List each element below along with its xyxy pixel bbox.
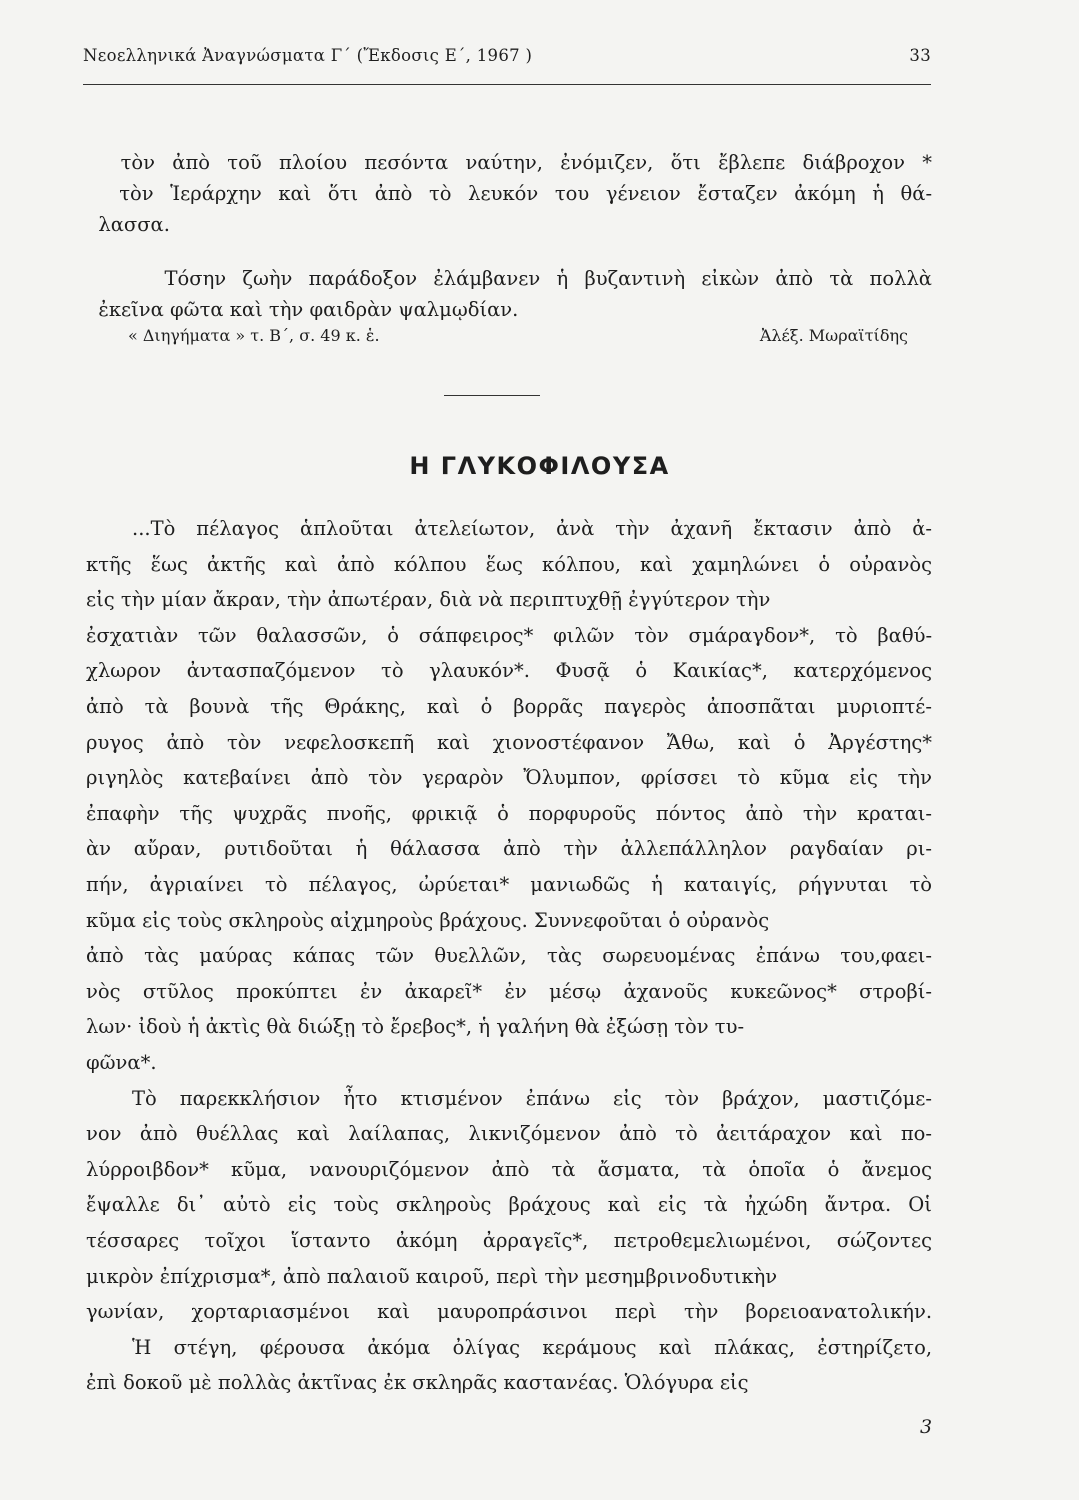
- chapter-title: Η ΓΛΥΚΟΦΙΛΟΥΣΑ: [409, 452, 670, 480]
- running-header: [83, 46, 931, 65]
- body-line: ...Τὸ πέλαγος ἁπλοῦται ἀτελείωτον, ἀνὰ τὴν ἀχανῆ ἔκτασιν ἀπὸ ἀ-: [132, 517, 933, 540]
- body-line: λύρροιβδον* κῦμα, νανουριζόμενον ἀπὸ τὰ ἄσματα, τὰ ὁποῖα ὁ ἄνεμος: [86, 1157, 933, 1181]
- body-line: γωνίαν, χορταριασμένοι καὶ μαυροπράσινοι περὶ τὴν βορειοανατολικήν.: [86, 1300, 933, 1324]
- intro-line: τὸν ἀπὸ τοῦ πλοίου πεσόντα ναύτην, ἐνόμιζεν, ὅτι ἔβλεπε διάβροχον *: [120, 151, 932, 174]
- body-line: ὰν αὔραν, ρυτιδοῦται ἡ θάλασσα ἀπὸ τὴν ἀλλεπάλληλον ραγδαίαν ρι-: [86, 837, 932, 861]
- citation: « Διηγήματα » τ. Β΄, σ. 49 κ. ἑ.: [128, 326, 380, 345]
- body-line: Τὸ παρεκκλήσιον ἦτο κτισμένον ἐπάνω εἰς τὸν βράχον, μαστιζόμε-: [132, 1086, 932, 1110]
- body-line: ρυγος ἀπὸ τὸν νεφελοσκεπῆ καὶ χιονοστέφανον Ἄθω, καὶ ὁ Ἀργέστης*: [86, 730, 933, 754]
- body-line: ἐπαφὴν τῆς ψυχρᾶς πνοῆς, φρικιᾷ ὁ πορφυροῦς πόντος ἀπὸ τὴν κραται-: [86, 801, 932, 825]
- body-line: ριγηλὸς κατεβαίνει ἀπὸ τὸν γεραρὸν Ὄλυμπον, φρίσσει τὸ κῦμα εἰς τὴν: [86, 766, 932, 790]
- header-rule: [83, 84, 931, 85]
- body-line: χλωρον ἀντασπαζόμενον τὸ γλαυκόν*. Φυσᾷ ὁ Καικίας*, κατερχόμενος: [86, 659, 933, 683]
- body-line: λων· ἰδοὺ ἡ ἀκτὶς θὰ διώξῃ τὸ ἔρεβος*, ἡ γαλήνη θὰ ἐξώσῃ τὸν τυ-: [86, 1015, 745, 1039]
- intro-line: Τόσην ζωὴν παράδοξον ἐλάμβανεν ἡ βυζαντινὴ εἰκὼν ἀπὸ τὰ πολλὰ: [164, 267, 932, 290]
- page-number: 33: [909, 46, 931, 65]
- body-line: Ἡ στέγη, φέρουσα ἀκόμα ὀλίγας κεράμους καὶ πλάκας, ἐστηρίζετο,: [132, 1335, 933, 1359]
- intro-line: ἐκεῖνα φῶτα καὶ τὴν φαιδρὰν ψαλμῳδίαν.: [98, 298, 519, 321]
- body-line: μικρὸν ἐπίχρισμα*, ἀπὸ παλαιοῦ καιροῦ, περὶ τὴν μεσημβρινοδυτικὴν: [86, 1264, 778, 1288]
- body-line: νον ἀπὸ θυέλλας καὶ λαίλαπας, λικνιζόμενον ἀπὸ τὸ ἀειτάραχον καὶ πο-: [86, 1122, 933, 1146]
- intro-line: λασσα.: [98, 213, 170, 236]
- section-separator: [444, 395, 540, 396]
- source-citation: [128, 326, 908, 345]
- body-line: ἀπὸ τὰς μαύρας κάπας τῶν θυελλῶν, τὰς σωρευομένας ἐπάνω του,φαει-: [86, 944, 932, 968]
- intro-line: τὸν Ἱεράρχην καὶ ὅτι ἀπὸ τὸ λευκόν του γένειον ἔσταζεν ἀκόμη ἡ θά-: [119, 182, 933, 205]
- signature-mark: 3: [920, 1416, 933, 1438]
- body-line: τέσσαρες τοῖχοι ἵσταντο ἀκόμη ἀρραγεῖς*, πετροθεμελιωμένοι, σώζοντες: [86, 1229, 932, 1252]
- body-line: ἔψαλλε δι᾽ αὐτὸ εἰς τοὺς σκληροὺς βράχους καὶ εἰς τὰ ἠχώδη ἄντρα. Οἱ: [86, 1193, 932, 1217]
- body-line: κτῆς ἕως ἀκτῆς καὶ ἀπὸ κόλπου ἕως κόλπου, καὶ χαμηλώνει ὁ οὐρανὸς: [86, 552, 932, 576]
- book-title: Νεοελληνικά Ἀναγνώσματα Γ΄ (Ἔκδοσις Ε΄, 1967 ): [83, 46, 533, 65]
- body-line: ἐπὶ δοκοῦ μὲ πολλὰς ἀκτῖνας ἐκ σκληρᾶς καστανέας. Ὁλόγυρα εἰς: [86, 1371, 749, 1395]
- body-line: ἀπὸ τὰ βουνὰ τῆς Θράκης, καὶ ὁ βορρᾶς παγερὸς ἀποσπᾶται μυριοπτέ-: [86, 695, 932, 718]
- body-line: φῶνα*.: [86, 1051, 157, 1074]
- author: Ἀλέξ. Μωραϊτίδης: [759, 326, 908, 345]
- body-line: πήν, ἀγριαίνει τὸ πέλαγος, ὠρύεται* μανιωδῶς ἡ καταιγίς, ρήγνυται τὸ: [86, 873, 932, 896]
- body-line: εἰς τὴν μίαν ἄκραν, τὴν ἀπωτέραν, διὰ νὰ περιπτυχθῇ ἐγγύτερον τὴν: [86, 588, 771, 612]
- body-line: κῦμα εἰς τοὺς σκληροὺς αἰχμηροὺς βράχους. Συννεφοῦται ὁ οὐρανὸς: [86, 908, 770, 932]
- body-line: ἐσχατιὰν τῶν θαλασσῶν, ὁ σάπφειρος* φιλῶν τὸν σμάραγδον*, τὸ βαθύ-: [86, 623, 933, 647]
- body-line: νὸς στῦλος προκύπτει ἐν ἀκαρεῖ* ἐν μέσῳ ἀχανοῦς κυκεῶνος* στροβί-: [86, 979, 932, 1003]
